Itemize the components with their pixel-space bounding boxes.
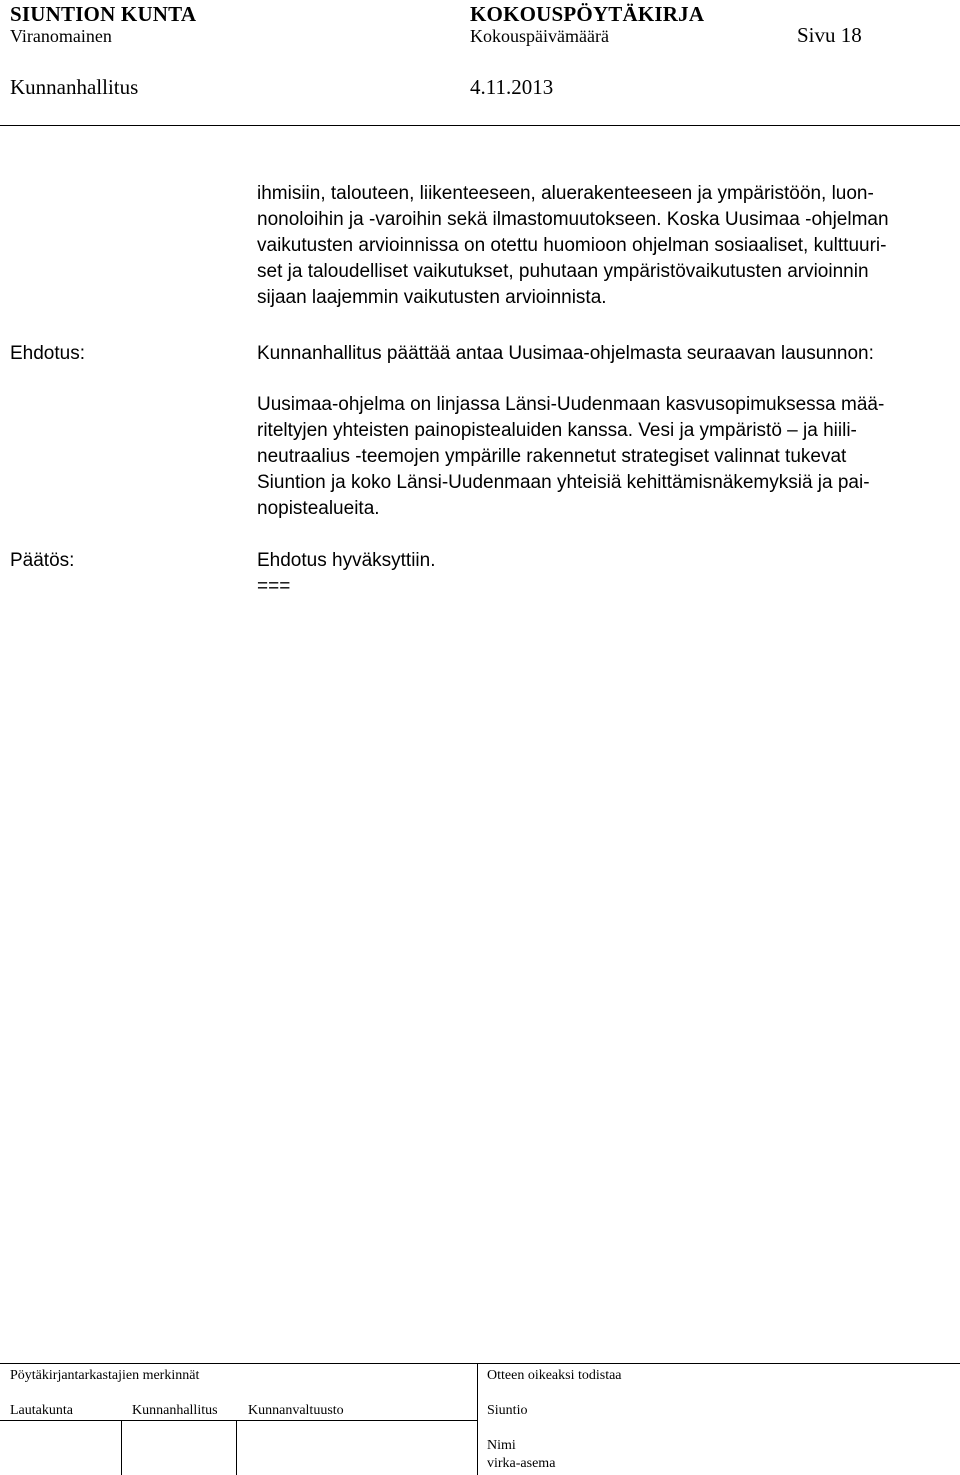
- footer-col-kunnanhallitus: Kunnanhallitus: [132, 1403, 218, 1418]
- municipality-name: SIUNTION KUNTA: [10, 2, 197, 26]
- proposal-label: Ehdotus:: [10, 343, 85, 364]
- footer-place: Siuntio: [487, 1403, 528, 1418]
- document-type: KOKOUSPÖYTÄKIRJA: [470, 2, 705, 26]
- footer-col-kunnanvaltuusto: Kunnanvaltuusto: [248, 1403, 344, 1418]
- end-mark: ===: [257, 576, 291, 597]
- intro-paragraph: [257, 181, 889, 311]
- statement-line: Uusimaa-ohjelma on linjassa Länsi-Uudenmaan kasvusopimuksessa mää-: [257, 394, 885, 415]
- decision-label: Päätös:: [10, 550, 75, 571]
- intro-line: vaikutusten arvioinnissa on otettu huomioon ohjelman sosiaaliset, kulttuuri-: [257, 235, 887, 256]
- intro-line: sijaan laajemmin vaikutusten arvioinnista.: [257, 287, 607, 308]
- statement-line: Siuntion ja koko Länsi-Uudenmaan yhteisiä kehittämisnäkemyksiä ja pai-: [257, 472, 870, 493]
- statement-paragraph: [257, 392, 884, 522]
- intro-line: nonoloihin ja -varoihin sekä ilmastomuutokseen. Koska Uusimaa -ohjelman: [257, 209, 889, 230]
- statement-line: nopistealueita.: [257, 498, 380, 519]
- footer-col-divider-2: [236, 1420, 237, 1475]
- intro-line: set ja taloudelliset vaikutukset, puhutaan ympäristövaikutusten arvioinnin: [257, 261, 869, 282]
- footer-col-divider-1: [121, 1420, 122, 1475]
- intro-line: ihmisiin, talouteen, liikenteeseen, aluerakenteeseen ja ympäristöön, luon-: [257, 183, 874, 204]
- header-divider: [0, 125, 960, 126]
- decision-text: Ehdotus hyväksyttiin.: [257, 550, 436, 571]
- certified-label: Otteen oikeaksi todistaa: [487, 1368, 622, 1383]
- authority-label: Viranomainen: [10, 26, 112, 46]
- reviewers-label: Pöytäkirjantarkastajien merkinnät: [10, 1368, 200, 1383]
- footer-name-label: Nimi: [487, 1438, 516, 1453]
- footer-col-lautakunta: Lautakunta: [10, 1403, 73, 1418]
- footer-center-divider: [477, 1363, 478, 1475]
- footer-row-divider: [0, 1420, 477, 1421]
- page-number: Sivu 18: [797, 23, 862, 47]
- statement-line: neutraalius -teemojen ympärille rakennetut strategiset valinnat tukevat: [257, 446, 847, 467]
- meeting-date: 4.11.2013: [470, 75, 554, 99]
- meeting-date-label: Kokouspäivämäärä: [470, 26, 609, 46]
- footer-top-border: [0, 1363, 960, 1364]
- proposal-text: Kunnanhallitus päättää antaa Uusimaa-ohjelmasta seuraavan lausunnon:: [257, 343, 874, 364]
- authority-name: Kunnanhallitus: [10, 75, 139, 99]
- statement-line: riteltyjen yhteisten painopistealuiden kanssa. Vesi ja ympäristö – ja hiili-: [257, 420, 857, 441]
- footer-position-label: virka-asema: [487, 1456, 556, 1471]
